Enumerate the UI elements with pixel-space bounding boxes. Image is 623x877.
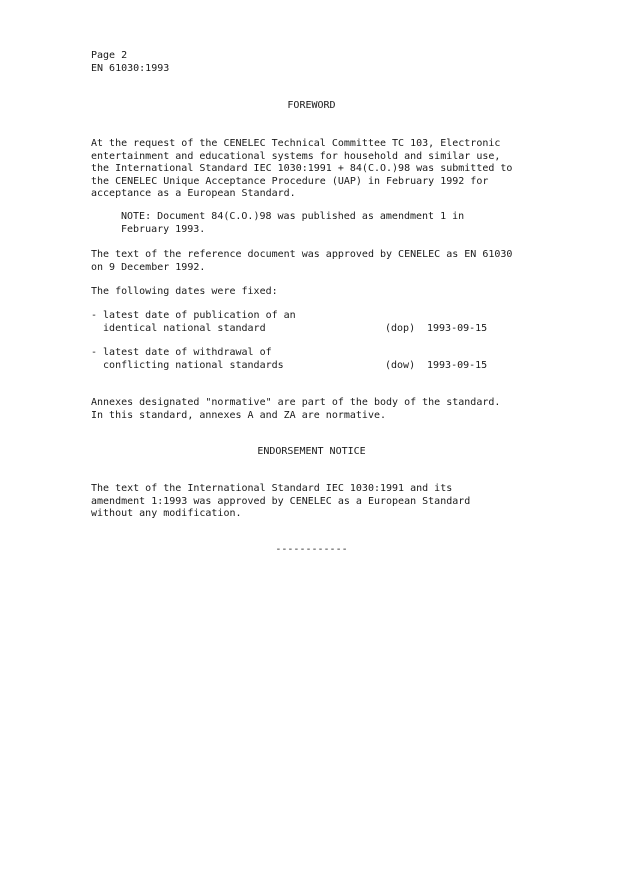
date-value: 1993-09-15 xyxy=(427,322,488,334)
text-line: the CENELEC Unique Acceptance Procedure (UAP) in February 1992 for xyxy=(91,175,489,187)
date-item-dop xyxy=(91,310,511,335)
approval-paragraph xyxy=(91,249,561,274)
foreword-intro xyxy=(91,138,561,201)
text-line: identical national standard xyxy=(91,322,266,334)
text-line: NOTE: Document 84(C.O.)98 was published as amendment 1 in xyxy=(121,211,465,222)
text-line: on 9 December 1992. xyxy=(91,261,206,273)
foreword-title: FOREWORD xyxy=(287,100,336,111)
text-line: acceptance as a European Standard. xyxy=(91,188,296,199)
date-description xyxy=(91,310,296,335)
dates-intro xyxy=(91,286,561,299)
text-line: conflicting national standards xyxy=(91,359,284,371)
text-line: At the request of the CENELEC Technical Committee TC 103, Electronic xyxy=(91,138,501,149)
text-line: entertainment and educational systems for household and similar use, xyxy=(91,150,501,162)
text-line: the International Standard IEC 1030:1991 + 84(C.O.)98 was submitted to xyxy=(91,163,513,174)
endorsement-text xyxy=(91,483,561,521)
text-line: The text of the International Standard IEC 1030:1991 and its xyxy=(91,483,453,494)
endorsement-title: ENDORSEMENT NOTICE xyxy=(257,446,366,457)
text-line: amendment 1:1993 was approved by CENELEC as a European Standard xyxy=(91,495,471,507)
text-line: without any modification. xyxy=(91,508,242,519)
standard-id: EN 61030:1993 xyxy=(91,63,170,74)
date-value: 1993-09-15 xyxy=(427,359,488,371)
text-line: - latest date of publication of an xyxy=(91,310,296,321)
date-item-dow xyxy=(91,347,511,372)
end-rule: ------------ xyxy=(275,544,348,555)
text-line: February 1993. xyxy=(121,223,206,235)
page-label: Page 2 xyxy=(91,50,128,61)
date-description xyxy=(91,347,284,372)
text-line: Annexes designated "normative" are part of the body of the standard. xyxy=(91,397,501,408)
text-line: The text of the reference document was approved by CENELEC as EN 61030 xyxy=(91,249,513,260)
date-abbreviation: (dop) xyxy=(385,322,416,334)
annex-paragraph xyxy=(91,397,561,422)
text-line: - latest date of withdrawal of xyxy=(91,347,272,358)
foreword-note xyxy=(121,211,464,236)
text-line: In this standard, annexes A and ZA are normative. xyxy=(91,409,387,421)
text-line: The following dates were fixed: xyxy=(91,286,278,297)
date-abbreviation: (dow) xyxy=(385,359,416,371)
